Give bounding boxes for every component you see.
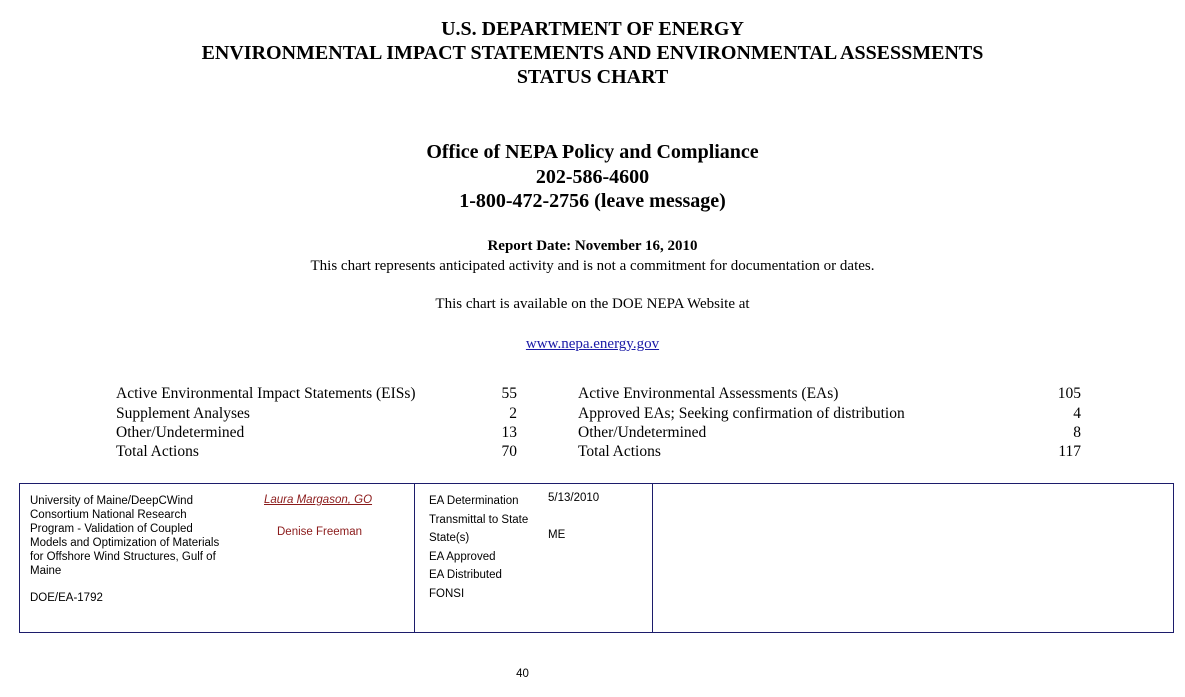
stat-value-other-eis: 13 — [501, 424, 517, 441]
page-number: 40 — [516, 668, 529, 680]
column-divider — [652, 484, 653, 632]
milestone-label: EA Approved — [429, 550, 496, 563]
milestone-label: Transmittal to State — [429, 513, 529, 526]
milestone-label: FONSI — [429, 587, 465, 600]
stat-label-other-eis: Other/Undetermined — [116, 424, 245, 441]
report-date: Report Date: November 16, 2010 — [487, 238, 698, 254]
contact-name: Denise Freeman — [277, 526, 363, 538]
website-link-container — [0, 336, 1185, 353]
stat-label-active-eis: Active Environmental Impact Statements (EISs) — [116, 385, 416, 402]
column-divider — [414, 484, 415, 632]
stat-value-other-ea: 8 — [1073, 424, 1081, 441]
stat-label-active-ea: Active Environmental Assessments (EAs) — [578, 385, 839, 402]
office-name: Office of NEPA Policy and Compliance — [426, 141, 759, 163]
ea-entry-row — [19, 483, 1174, 633]
stat-value-total-ea: 117 — [1058, 443, 1081, 460]
stat-value-active-eis: 55 — [501, 385, 517, 402]
milestone-value: ME — [548, 529, 566, 541]
chart-title: ENVIRONMENTAL IMPACT STATEMENTS AND ENVIRONMENTAL ASSESSMENTS — [201, 42, 984, 64]
chart-subtitle: STATUS CHART — [516, 66, 669, 88]
website-link[interactable]: www.nepa.energy.gov — [525, 336, 660, 352]
stat-value-active-ea: 105 — [1057, 385, 1081, 402]
office-tollfree: 1-800-472-2756 (leave message) — [459, 190, 726, 212]
milestone-label: State(s) — [429, 532, 470, 544]
availability-text: This chart is available on the DOE NEPA Website at — [435, 296, 750, 312]
document-manager-link[interactable]: Laura Margason, GO — [264, 494, 373, 506]
report-note: This chart represents anticipated activity and is not a commitment for documentation or dates. — [310, 258, 875, 274]
project-title: University of Maine/DeepCWind Consortium National Research Program - Validation of Coupled Models and Optimization of Materials for Offshore Wind Structures, Gulf of Maine — [30, 495, 220, 577]
document-number: DOE/EA-1792 — [30, 592, 103, 604]
department-title: U.S. DEPARTMENT OF ENERGY — [441, 18, 744, 40]
stat-value-supplement-analyses: 2 — [509, 405, 517, 422]
stat-label-other-ea: Other/Undetermined — [578, 424, 707, 441]
stat-label-approved-ea: Approved EAs; Seeking confirmation of distribution — [578, 405, 905, 422]
stat-value-total-eis: 70 — [501, 443, 517, 460]
milestone-value: 5/13/2010 — [548, 492, 600, 504]
office-phone: 202-586-4600 — [535, 166, 650, 188]
milestone-label: EA Distributed — [429, 569, 502, 581]
stat-label-supplement-analyses: Supplement Analyses — [116, 405, 250, 422]
stat-label-total-eis: Total Actions — [116, 443, 199, 460]
stat-label-total-ea: Total Actions — [578, 443, 661, 460]
milestone-label: EA Determination — [429, 495, 519, 507]
stat-value-approved-ea: 4 — [1073, 405, 1081, 422]
